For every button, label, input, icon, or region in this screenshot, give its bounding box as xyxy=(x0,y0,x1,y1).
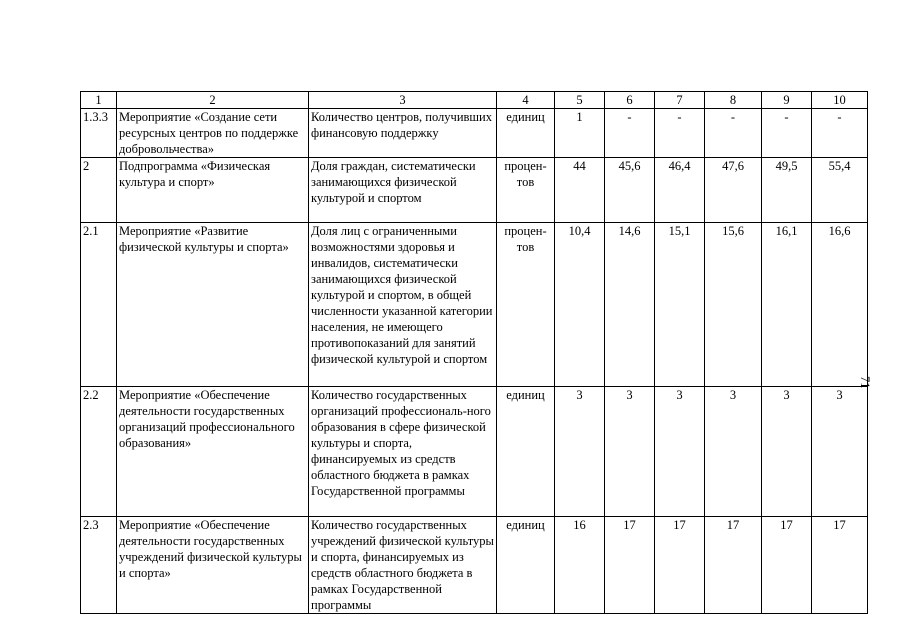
value-cell: 14,6 xyxy=(605,223,655,387)
header-cell: 9 xyxy=(762,92,812,109)
table-row xyxy=(81,109,868,158)
measure-name: Мероприятие «Создание сети ресурсных центров по поддержке добровольчества» xyxy=(117,109,309,158)
header-cell: 8 xyxy=(705,92,762,109)
measure-name: Подпрограмма «Физическая культура и спорт» xyxy=(117,158,309,223)
header-cell: 3 xyxy=(309,92,497,109)
header-cell: 4 xyxy=(497,92,555,109)
value-cell: 46,4 xyxy=(655,158,705,223)
value-cell: 47,6 xyxy=(705,158,762,223)
value-cell: 16,1 xyxy=(762,223,812,387)
row-number: 2.1 xyxy=(81,223,117,387)
table-row xyxy=(81,387,868,517)
value-cell: 15,6 xyxy=(705,223,762,387)
header-cell: 2 xyxy=(117,92,309,109)
value-cell: 17 xyxy=(605,517,655,614)
measure-name: Мероприятие «Обеспечение деятельности государственных учреждений физической культуры и спорта» xyxy=(117,517,309,614)
header-row xyxy=(81,92,868,109)
row-number: 2.2 xyxy=(81,387,117,517)
value-cell: - xyxy=(605,109,655,158)
page-number: 71 xyxy=(858,376,872,389)
unit-cell: единиц xyxy=(497,109,555,158)
row-number: 1.3.3 xyxy=(81,109,117,158)
value-cell: 16 xyxy=(555,517,605,614)
value-cell: - xyxy=(762,109,812,158)
header-cell: 6 xyxy=(605,92,655,109)
value-cell: 3 xyxy=(655,387,705,517)
value-cell: 3 xyxy=(812,387,868,517)
measure-name: Мероприятие «Обеспечение деятельности государственных организаций профессионального образования» xyxy=(117,387,309,517)
row-number: 2 xyxy=(81,158,117,223)
indicator-name: Количество государственных организаций профессиональ-ного образования в сфере физической культуры и спорта, финансируемых из средств областного бюджета в рамках Государственной программы xyxy=(309,387,497,517)
value-cell: 3 xyxy=(605,387,655,517)
value-cell: 17 xyxy=(812,517,868,614)
value-cell: - xyxy=(655,109,705,158)
value-cell: - xyxy=(812,109,868,158)
value-cell: 3 xyxy=(762,387,812,517)
value-cell: 45,6 xyxy=(605,158,655,223)
table-row xyxy=(81,223,868,387)
indicators-table xyxy=(80,91,868,614)
value-cell: 3 xyxy=(705,387,762,517)
unit-cell: процен-тов xyxy=(497,158,555,223)
table-row xyxy=(81,517,868,614)
unit-cell: единиц xyxy=(497,517,555,614)
header-cell: 7 xyxy=(655,92,705,109)
unit-cell: процен-тов xyxy=(497,223,555,387)
measure-name: Мероприятие «Развитие физической культуры и спорта» xyxy=(117,223,309,387)
value-cell: 1 xyxy=(555,109,605,158)
value-cell: 15,1 xyxy=(655,223,705,387)
header-cell: 1 xyxy=(81,92,117,109)
indicator-name: Количество центров, получивших финансовую поддержку xyxy=(309,109,497,158)
header-cell: 10 xyxy=(812,92,868,109)
value-cell: 16,6 xyxy=(812,223,868,387)
indicator-name: Доля лиц с ограниченными возможностями здоровья и инвалидов, систематически занимающихся физической культурой и спортом, в общей численности указанной категории населения, не имеющего противопоказаний для занятий физической культурой и спортом xyxy=(309,223,497,387)
value-cell: 10,4 xyxy=(555,223,605,387)
header-cell: 5 xyxy=(555,92,605,109)
value-cell: 3 xyxy=(555,387,605,517)
value-cell: 49,5 xyxy=(762,158,812,223)
value-cell: 55,4 xyxy=(812,158,868,223)
indicator-name: Количество государственных учреждений физической культуры и спорта, финансируемых из средств областного бюджета в рамках Государственной программы xyxy=(309,517,497,614)
unit-cell: единиц xyxy=(497,387,555,517)
value-cell: 17 xyxy=(762,517,812,614)
value-cell: 17 xyxy=(705,517,762,614)
table-row xyxy=(81,158,868,223)
value-cell: 17 xyxy=(655,517,705,614)
row-number: 2.3 xyxy=(81,517,117,614)
value-cell: - xyxy=(705,109,762,158)
indicator-name: Доля граждан, систематически занимающихся физической культурой и спортом xyxy=(309,158,497,223)
value-cell: 44 xyxy=(555,158,605,223)
